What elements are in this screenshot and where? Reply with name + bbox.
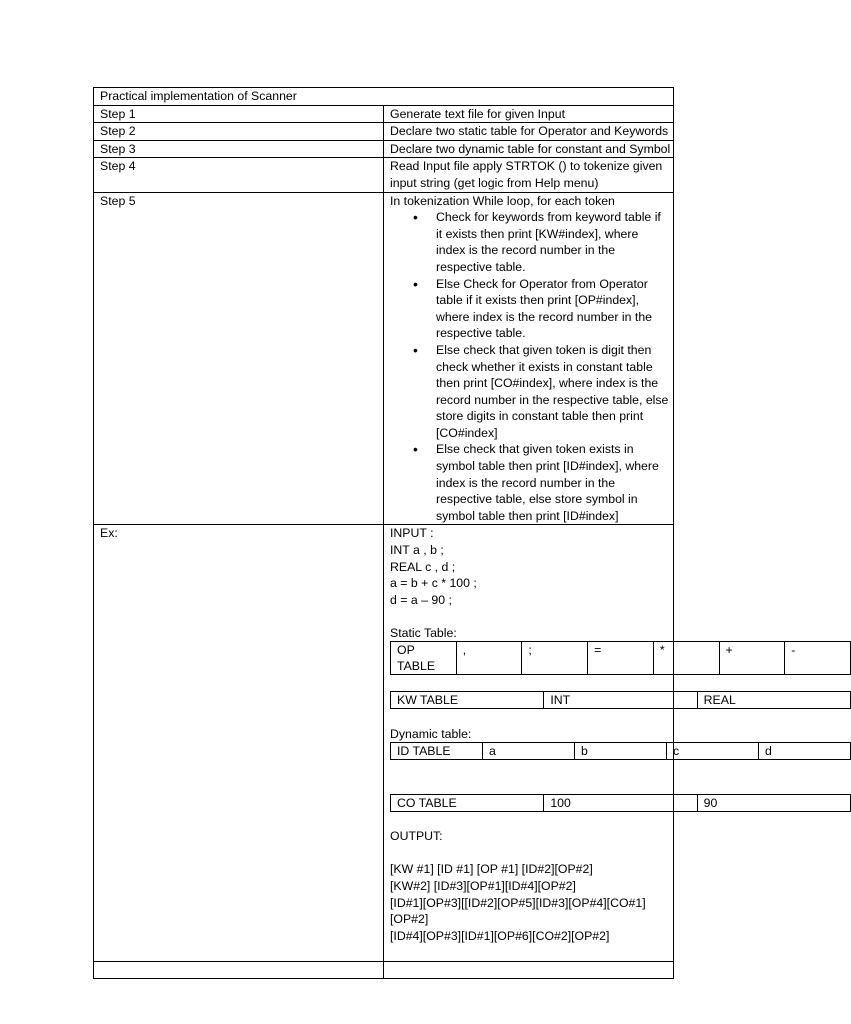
list-item: • Check for keywords from keyword table if it exists then print [KW#index], where index is the record number in the respective table. — [436, 209, 673, 275]
list-item: • Else Check for Operator from Operator table if it exists then print [OP#index], where index is the record number in the respective table. — [436, 276, 673, 342]
empty-cell — [384, 961, 674, 978]
output-line: [ID#4][OP#3][ID#1][OP#6][CO#2][OP#2] — [390, 928, 610, 943]
step-row — [94, 158, 674, 192]
step-row — [94, 105, 674, 123]
scanner-table — [93, 87, 796, 979]
input-line: REAL c , d ; — [390, 559, 456, 574]
list-item: • Else check that given token is digit then check whether it exists in constant table then print [CO#index], where index is the record number in the respective table, else store digits in constant table then print [CO#index] — [436, 342, 673, 442]
op-table — [390, 641, 851, 675]
step-row — [94, 123, 674, 141]
step-label: Step 5 — [94, 192, 384, 525]
input-line: a = b + c * 100 ; — [390, 576, 477, 591]
co-table-cell: 100 — [544, 794, 697, 811]
example-content — [384, 525, 796, 961]
kw-table — [390, 691, 851, 709]
op-table-header: OP TABLE — [391, 641, 457, 674]
step-label: Step 2 — [94, 123, 384, 141]
co-table-header: CO TABLE — [391, 794, 544, 811]
step-label: Step 4 — [94, 158, 384, 192]
table-title: Practical implementation of Scanner — [94, 88, 674, 106]
step-label: Step 3 — [94, 140, 384, 158]
output-line: [KW#2] [ID#3][OP#1][ID#4][OP#2] — [390, 878, 576, 893]
output-heading: OUTPUT: — [390, 829, 443, 844]
list-item: • Else check that given token exists in symbol table then print [ID#index], where index is the record number in the respective table, else store symbol in symbol table then print [ID#index] — [436, 441, 673, 524]
example-label: Ex: — [94, 525, 384, 961]
op-table-cell: + — [719, 641, 785, 674]
step-text: Generate text file for given Input — [384, 105, 674, 123]
input-line: INT a , b ; — [390, 543, 444, 558]
kw-table-header: KW TABLE — [391, 692, 544, 709]
co-table — [390, 794, 851, 812]
op-table-cell: ; — [522, 641, 588, 674]
step-text: Read Input file apply STRTOK () to tokenize given input string (get logic from Help menu) — [384, 158, 674, 192]
static-table-heading: Static Table: — [390, 626, 457, 640]
title-row — [94, 88, 674, 106]
co-table-cell: 90 — [697, 794, 850, 811]
id-table-cell: a — [483, 743, 575, 760]
id-table-header: ID TABLE — [391, 743, 483, 760]
input-heading: INPUT : — [390, 526, 434, 541]
step-label: Step 1 — [94, 105, 384, 123]
empty-row — [94, 961, 674, 978]
op-table-cell: = — [588, 641, 654, 674]
op-table-cell: * — [653, 641, 719, 674]
step-text: Declare two static table for Operator and Keywords — [384, 123, 674, 141]
id-table-cell: d — [759, 743, 851, 760]
id-table-cell: b — [575, 743, 667, 760]
id-table-cell: c — [667, 743, 759, 760]
kw-table-cell: REAL — [697, 692, 850, 709]
example-row — [94, 525, 674, 961]
step-5-bullets — [390, 209, 673, 524]
step-5-content — [384, 192, 674, 525]
empty-cell — [94, 961, 384, 978]
output-line: [ID#1][OP#3][[ID#2][OP#5][ID#3][OP#4][CO#1][OP#2] — [390, 895, 646, 927]
step-row — [94, 140, 674, 158]
op-table-cell: , — [456, 641, 522, 674]
id-table — [390, 742, 851, 760]
document-page — [93, 87, 796, 979]
step-text: In tokenization While loop, for each token — [390, 193, 615, 208]
kw-table-cell: INT — [544, 692, 697, 709]
input-line: d = a – 90 ; — [390, 592, 452, 607]
op-table-cell: - — [785, 641, 851, 674]
output-line: [KW #1] [ID #1] [OP #1] [ID#2][OP#2] — [390, 862, 593, 877]
step-text: Declare two dynamic table for constant and Symbol — [384, 140, 674, 158]
step-row — [94, 192, 674, 525]
dynamic-table-heading: Dynamic table: — [390, 726, 472, 741]
